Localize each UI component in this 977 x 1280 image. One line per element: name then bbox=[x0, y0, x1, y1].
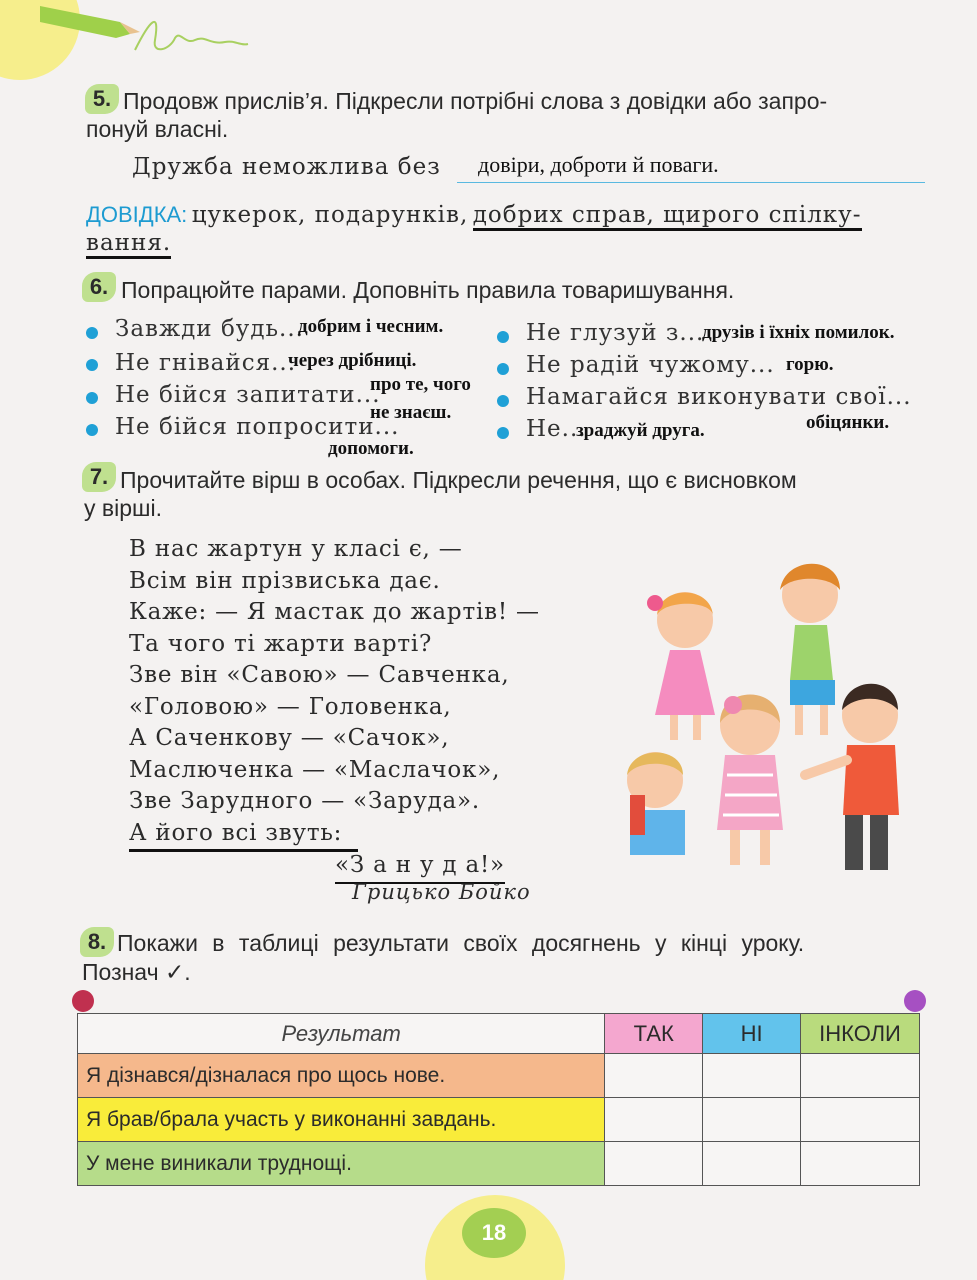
bullet-icon bbox=[497, 363, 509, 375]
task7-number: 7. bbox=[82, 462, 116, 492]
task5-number: 5. bbox=[85, 84, 119, 114]
rule-left-1: Завжди будь... bbox=[115, 316, 304, 342]
cell-inkoly-3[interactable] bbox=[801, 1142, 920, 1186]
bullet-icon bbox=[86, 392, 98, 404]
cell-tak-1[interactable] bbox=[605, 1054, 703, 1098]
cell-ni-3[interactable] bbox=[703, 1142, 801, 1186]
poem-line: «Головою» — Головенка, bbox=[129, 693, 452, 720]
header-result: Результат bbox=[78, 1014, 605, 1054]
cell-ni-2[interactable] bbox=[703, 1098, 801, 1142]
task8-instruction-line1: Покажи в таблиці результати своїх досягнень у кінці уроку. bbox=[117, 930, 805, 956]
task6-number: 6. bbox=[82, 272, 116, 302]
dovidka-underlined-1: добрих справ, щирого спілку- bbox=[473, 202, 862, 231]
cell-tak-2[interactable] bbox=[605, 1098, 703, 1142]
poem-last-line: «З а н у д а!» bbox=[335, 850, 505, 884]
rule-right-4-answer: зраджуй друга. bbox=[576, 420, 705, 441]
bullet-icon bbox=[86, 359, 98, 371]
dovidka-line1 bbox=[86, 202, 862, 228]
children-illustration bbox=[615, 545, 915, 885]
pin-icon bbox=[904, 990, 926, 1012]
rule-left-3: Не бійся запитати... bbox=[115, 382, 381, 408]
poem-line: Всім він прізвиська дає. bbox=[129, 567, 441, 594]
header-inkoly: ІНКОЛИ bbox=[801, 1014, 920, 1054]
cell-tak-3[interactable] bbox=[605, 1142, 703, 1186]
dovidka-label: ДОВІДКА: bbox=[86, 202, 188, 227]
proverb-start: Дружба неможлива без bbox=[132, 154, 441, 180]
cell-inkoly-2[interactable] bbox=[801, 1098, 920, 1142]
task8-number-badge bbox=[80, 927, 114, 957]
rule-left-2-answer: через дрібниці. bbox=[288, 350, 417, 371]
dovidka-underlined-2: вання. bbox=[86, 230, 171, 259]
rule-left-1-answer: добрим і чесним. bbox=[298, 316, 444, 337]
rule-right-1: Не глузуй з... bbox=[526, 320, 705, 346]
rule-right-4: Не... bbox=[526, 416, 587, 442]
poem bbox=[129, 534, 540, 852]
task5-number-badge bbox=[85, 84, 119, 114]
bullet-icon bbox=[86, 424, 98, 436]
table-row bbox=[78, 1142, 920, 1186]
results-header-row bbox=[78, 1014, 920, 1054]
poem-line: Та чого ті жарти варті? bbox=[129, 630, 433, 657]
row-label-3: У мене виникали труднощі. bbox=[78, 1142, 605, 1186]
poem-line: Зве Зарудного — «Заруда». bbox=[129, 788, 480, 814]
rule-right-2: Не радій чужому... bbox=[526, 352, 775, 378]
bullet-icon bbox=[497, 395, 509, 407]
poem-line: Маслюченка — «Маслачок», bbox=[129, 756, 501, 783]
poem-line-underlined: А його всі звуть: bbox=[129, 818, 358, 853]
results-table bbox=[77, 1013, 920, 1186]
bullet-icon bbox=[497, 331, 509, 343]
page-number: 18 bbox=[462, 1208, 526, 1258]
rule-left-4: Не бійся попросити... bbox=[115, 414, 400, 440]
row-label-2: Я брав/брала участь у виконанні завдань. bbox=[78, 1098, 605, 1142]
poem-line: В нас жартун у класі є, — bbox=[129, 536, 463, 562]
rule-left-3-answer: про те, чого bbox=[370, 374, 471, 395]
header-ni: НІ bbox=[703, 1014, 801, 1054]
task7-instruction-line2: у вірші. bbox=[84, 495, 162, 521]
proverb-answer: довіри, доброти й поваги. bbox=[478, 152, 719, 177]
task8-instruction-line2: Познач ✓. bbox=[82, 959, 191, 985]
bullet-icon bbox=[86, 327, 98, 339]
rule-right-1-answer: друзів і їхніх помилок. bbox=[702, 322, 895, 343]
swirl-decoration bbox=[130, 10, 250, 60]
task7-number-badge bbox=[82, 462, 116, 492]
poem-line: Зве він «Савою» — Савченка, bbox=[129, 662, 510, 688]
table-row bbox=[78, 1098, 920, 1142]
rule-left-3-answer-2: не знаєш. bbox=[370, 402, 452, 423]
task6-number-badge bbox=[82, 272, 116, 302]
row-label-1: Я дізнався/дізналася про щось нове. bbox=[78, 1054, 605, 1098]
task5-instruction-line1: Продовж прислів’я. Підкресли потрібні слова з довідки або запро- bbox=[123, 88, 828, 114]
rule-left-4-answer: допомоги. bbox=[328, 438, 414, 459]
poem-line: Каже: — Я мастак до жартів! — bbox=[129, 599, 540, 625]
rule-right-3-answer: обіцянки. bbox=[806, 412, 890, 433]
dovidka-plain: цукерок, подарунків, bbox=[191, 202, 469, 228]
rule-right-2-answer: горю. bbox=[786, 354, 834, 375]
table-row bbox=[78, 1054, 920, 1098]
rule-right-3: Намагайся виконувати свої... bbox=[526, 384, 912, 410]
task7-instruction-line1: Прочитайте вірш в особах. Підкресли речення, що є висновком bbox=[120, 467, 797, 493]
cell-inkoly-1[interactable] bbox=[801, 1054, 920, 1098]
task5-instruction-line2: понуй власні. bbox=[86, 116, 229, 142]
bullet-icon bbox=[497, 427, 509, 439]
task8-number: 8. bbox=[80, 927, 114, 957]
cell-ni-1[interactable] bbox=[703, 1054, 801, 1098]
poem-line: А Саченкову — «Сачок», bbox=[129, 725, 450, 751]
proverb-answer-line[interactable] bbox=[457, 180, 925, 183]
pin-icon bbox=[72, 990, 94, 1012]
task6-instruction: Попрацюйте парами. Доповніть правила товаришування. bbox=[121, 277, 735, 303]
poem-author: Грицько Бойко bbox=[352, 880, 531, 904]
rule-left-2: Не гнівайся... bbox=[115, 350, 297, 376]
header-tak: ТАК bbox=[605, 1014, 703, 1054]
